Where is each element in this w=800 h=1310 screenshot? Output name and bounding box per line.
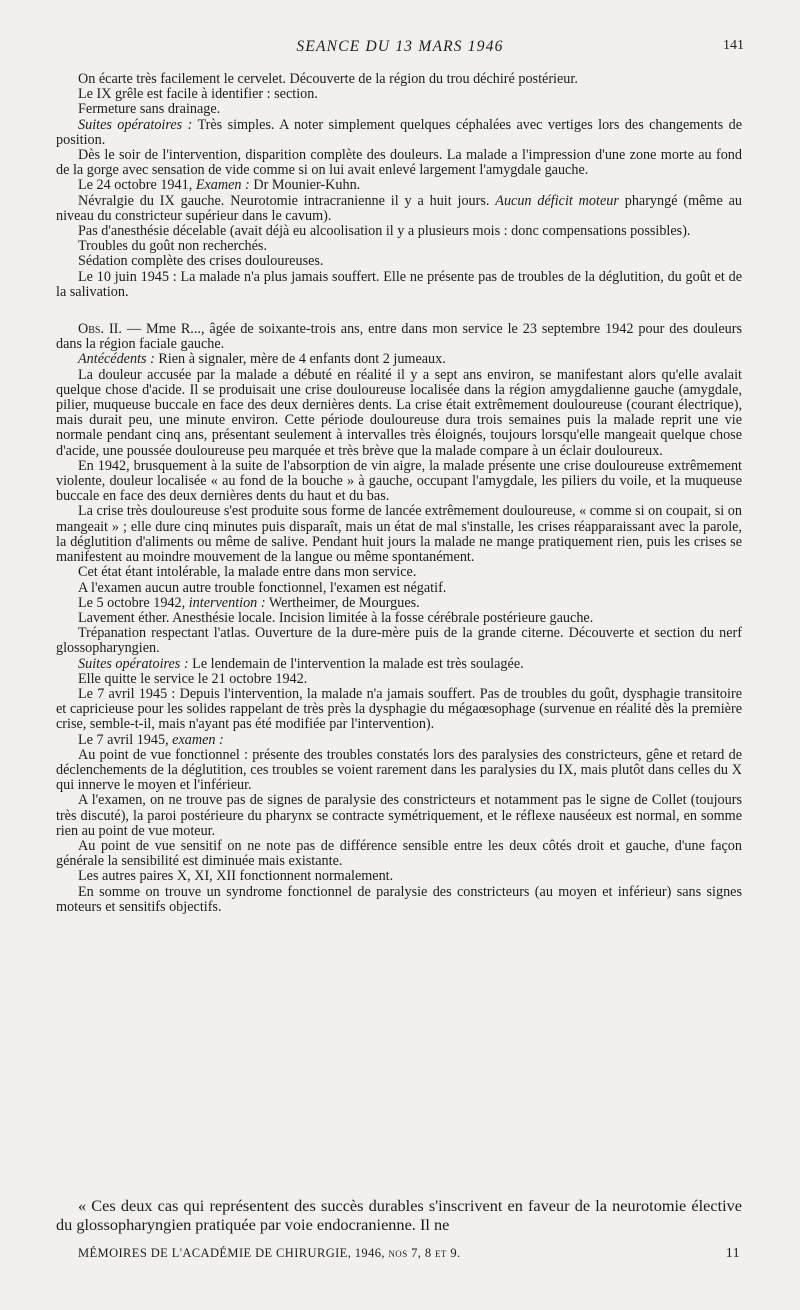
paragraph-text: Le 5 octobre 1942,	[78, 594, 189, 611]
signature-mark: 11	[725, 1246, 740, 1261]
paragraph-text: Dr Mounier-Kuhn.	[249, 177, 361, 194]
paragraph	[56, 687, 742, 733]
paragraph	[56, 72, 742, 87]
paragraph-text: Au point de vue fonctionnel : présente des troubles constatés lors des paralysies des constricteurs, gêne et retard de déclenchements de la déglutition, ces troubles se voient rarement dans les paralysies du IX, mais plutôt dans celles du X qui innerve le moyen et l'inférieur.	[56, 746, 742, 794]
paragraph	[56, 869, 742, 884]
paragraph-lead: examen :	[172, 731, 224, 748]
paragraph	[56, 581, 742, 596]
paragraph	[56, 839, 742, 869]
paragraph	[56, 733, 742, 748]
paragraph-lead: intervention :	[188, 594, 266, 611]
paragraph-text: Les autres paires X, XI, XII fonctionnent normalement.	[78, 868, 394, 885]
paragraph-text: Très simples. A noter simplement quelques céphalées avec vertiges lors des changements de position.	[56, 116, 742, 148]
page-header	[56, 38, 744, 60]
paragraph	[56, 504, 742, 565]
paragraph-text: Dès le soir de l'intervention, disparition complète des douleurs. La malade a l'impression d'une zone morte au fond de la gorge avec sensation de vide comme si on lui avait enlevé largement l'amygdale gauche.	[56, 147, 742, 179]
paragraph-caps: Obs. II.	[78, 321, 122, 338]
paragraph-lead: Antécédents :	[78, 351, 155, 368]
paragraph-text: pharyngé (même au niveau du constricteur supérieur dans le cavum).	[56, 192, 742, 224]
paragraph	[56, 254, 742, 269]
paragraph	[56, 322, 742, 352]
paragraph	[56, 368, 742, 459]
paragraph-text: Au point de vue sensitif on ne note pas de différence sensible entre les deux côtés droit et gauche, d'une façon générale la sensibilité est diminuée mais existante.	[56, 837, 742, 870]
paragraph-text: Lavement éther. Anesthésie locale. Incision limitée à la fosse cérébrale postérieure gauche.	[78, 609, 594, 626]
paragraph-text: Elle quitte le service le 21 octobre 1942.	[78, 670, 308, 687]
page-footer	[78, 1246, 740, 1261]
paragraph-text: En somme on trouve un syndrome fonctionnel de paralysie des constricteurs (au moyen et inférieur) sans signes moteurs et sensitifs objectifs.	[56, 883, 742, 915]
paragraph	[56, 87, 742, 102]
paragraph	[56, 748, 742, 794]
paragraph	[56, 178, 742, 193]
paragraph-text: Fermeture sans drainage.	[78, 101, 221, 118]
paragraph	[56, 565, 742, 580]
paragraph-text: Le 10 juin 1945 : La malade n'a plus jamais souffert. Elle ne présente pas de troubles de la déglutition, du goût et de la salivation.	[56, 268, 742, 300]
paragraph	[56, 793, 742, 839]
paragraph	[56, 224, 742, 239]
paragraph	[56, 118, 742, 148]
paragraph-text: Sédation complète des crises douloureuses.	[78, 253, 324, 270]
paragraph-text: Le 7 avril 1945,	[78, 731, 173, 748]
body-text	[56, 72, 742, 915]
paragraph-text: La crise très douloureuse s'est produite sous forme de lancée extrêmement douloureuse, « comme si on coupait, si on mangeait » ; elle dure cinq minutes puis disparaît, mais un état de mal s'installe, les crises réapparaissant avec la parole, la déglutition d'aliments ou même de salive. Pendant huit jours la malade ne mange pratiquement rien, puis les crises se manifestent au moindre mouvement de la langue ou même spontanément.	[56, 503, 742, 566]
paragraph	[56, 239, 742, 254]
paragraph	[56, 596, 742, 611]
paragraph-lead: Suites opératoires :	[78, 655, 189, 672]
paragraph	[56, 611, 742, 626]
paragraph-text: En 1942, brusquement à la suite de l'absorption de vin aigre, la malade présente une crise douloureuse extrêmement violente, douleur localisée « au fond de la bouche » à gauche, occupant l'amygdale, les piliers du voile, et la muqueuse buccale en face des deux dernières dents du haut et du bas.	[56, 457, 742, 505]
paragraph	[56, 148, 742, 178]
footer-citation: MÉMOIRES DE L'ACADÉMIE DE CHIRURGIE, 1946, nos 7, 8 et 9.	[78, 1246, 461, 1260]
paragraph-text: Troubles du goût non recherchés.	[78, 238, 268, 255]
paragraph	[56, 352, 742, 367]
closing-quote: « Ces deux cas qui représentent des succès durables s'inscrivent en faveur de la neurotomie élective du glossopharyngien pratiquée par voie endocranienne. Il ne	[56, 1196, 742, 1234]
paragraph-lead: Examen :	[195, 177, 250, 194]
paragraph-lead: Aucun déficit moteur	[495, 192, 619, 209]
paragraph-text: Le 7 avril 1945 : Depuis l'intervention, la malade n'a jamais souffert. Pas de troubles du goût, dysphagie transitoire et capricieuse pour les solides rappelant de très près la dysphagie du mégaœsophage (survenue en réalité dès la première crise, semble-t-il, mais n'ayant pas été modifiée par l'intervention).	[56, 685, 742, 733]
paragraph-text: Le IX grêle est facile à identifier : section.	[78, 86, 318, 103]
paragraph-text: Cet état étant intolérable, la malade entre dans mon service.	[78, 564, 417, 581]
paragraph	[56, 626, 742, 656]
paragraph-text: Le lendemain de l'intervention la malade est très soulagée.	[188, 655, 524, 672]
paragraph-text: Pas d'anesthésie décelable (avait déjà eu alcoolisation il y a plusieurs mois : donc compensations possibles).	[78, 223, 691, 240]
page-number: 141	[723, 38, 744, 53]
paragraph-text: Trépanation respectant l'atlas. Ouverture de la dure-mère puis de la grande citerne. Découverte et section du nerf glossopharyngien.	[56, 625, 742, 657]
paragraph	[56, 885, 742, 915]
paragraph-text: Wertheimer, de Mourgues.	[265, 594, 420, 611]
running-title: SEANCE DU 13 MARS 1946	[296, 38, 504, 55]
paragraph	[56, 102, 742, 117]
paragraph	[56, 657, 742, 672]
paragraph-text: — Mme R..., âgée de soixante-trois ans, entre dans mon service le 23 septembre 1942 pour des douleurs dans la région faciale gauche.	[56, 321, 743, 353]
paragraph-lead: Suites opératoires :	[78, 116, 193, 133]
paragraph-text: La douleur accusée par la malade a débuté en réalité il y a sept ans environ, se manifestant alors qu'elle avalait quelque chose d'acide. Il se produisait une crise douloureuse localisée dans la région amygdalienne gauche (amygdale, pilier, muqueuse buccale en face des deux dernières dents. La crise était extrêmement douloureuse (courant électrique), mais durait peu, une minute environ. Cette période douloureuse dura trois semaines puis la malade reprit une vie normale pendant cinq ans, présentant seulement à intervalles très éloignés, toujours lorsqu'elle mangeait quelque chose d'acide, une poussée douloureuse peu marquée et très brève que la malade compare à un éclair douloureux.	[56, 366, 742, 459]
paragraph	[56, 270, 742, 300]
paragraph-text: Rien à signaler, mère de 4 enfants dont 2 jumeaux.	[154, 351, 446, 368]
paragraph	[56, 459, 742, 505]
paragraph-text: Névralgie du IX gauche. Neurotomie intracranienne il y a huit jours.	[78, 192, 496, 209]
paragraph	[56, 672, 742, 687]
paragraph-text: A l'examen, on ne trouve pas de signes de paralysie des constricteurs et notamment pas le signe de Collet (toujours très discuté), la paroi postérieure du pharynx se contracte symétriquement, et le réflexe nauséeux est normal, en somme rien au point de vue moteur.	[56, 792, 742, 839]
paragraph-text: A l'examen aucun autre trouble fonctionnel, l'examen est négatif.	[78, 579, 447, 596]
paragraph-text: On écarte très facilement le cervelet. Découverte de la région du trou déchiré postérieur.	[78, 71, 578, 87]
paragraph	[56, 194, 742, 224]
paragraph-text: Le 24 octobre 1941,	[78, 177, 196, 194]
